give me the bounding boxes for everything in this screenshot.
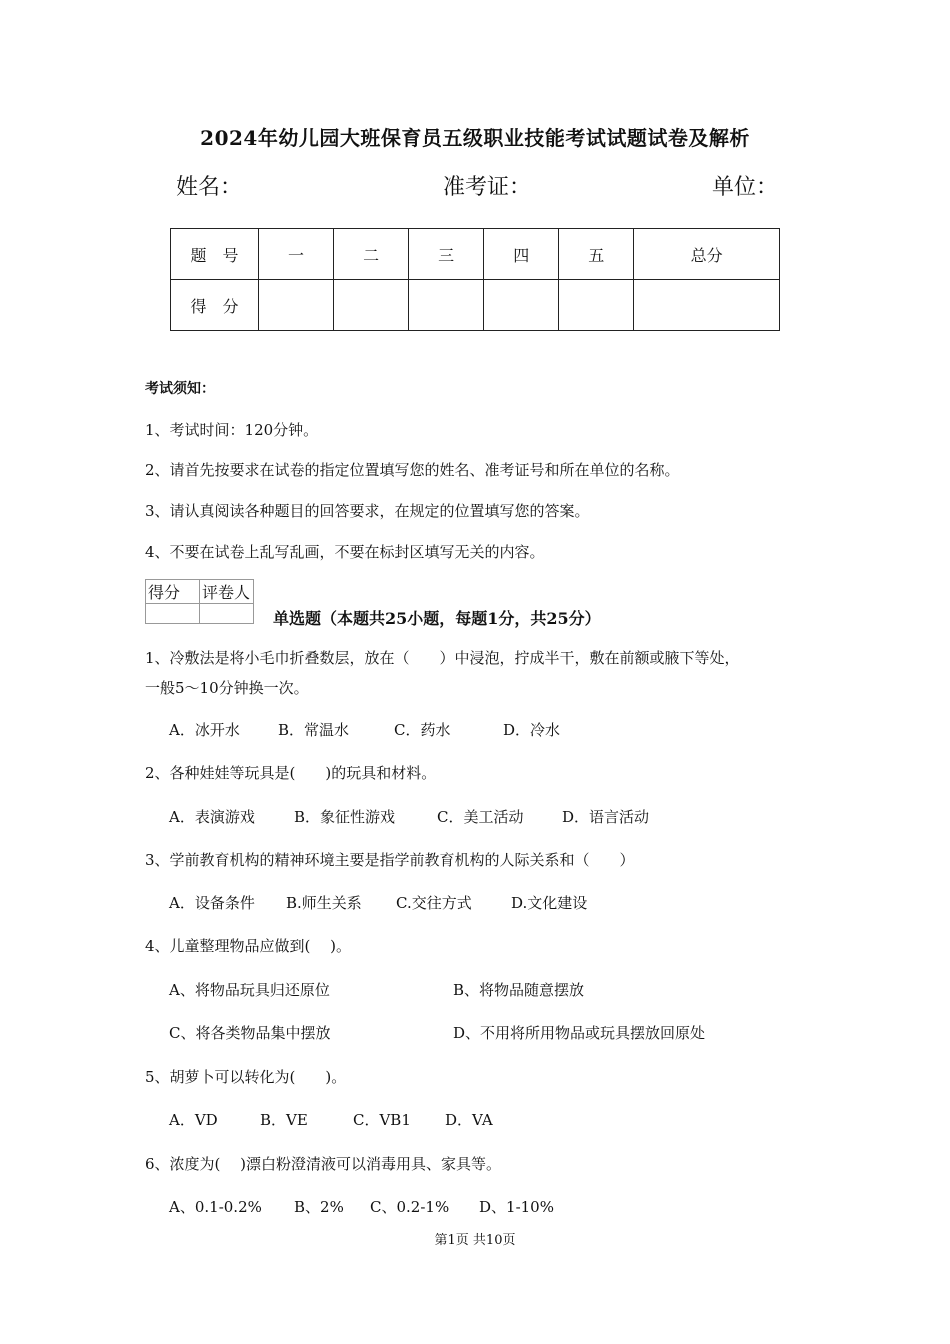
question-5-option-a[interactable]: A．VD bbox=[169, 1111, 218, 1129]
score-header-cell: 一 bbox=[259, 229, 334, 280]
question-2-option-c[interactable]: C．美工活动 bbox=[437, 808, 524, 826]
score-row-label: 得 分 bbox=[171, 280, 259, 331]
question-3-text: 3、学前教育机构的精神环境主要是指学前教育机构的人际关系和（ ） bbox=[145, 851, 635, 869]
grader-score-label: 得分 bbox=[146, 580, 200, 604]
section-heading: 单选题（本题共25小题，每题1分，共25分） bbox=[273, 609, 601, 628]
question-3-option-d[interactable]: D.文化建设 bbox=[511, 894, 588, 912]
question-4-option-a[interactable]: A、将物品玩具归还原位 bbox=[169, 981, 330, 999]
page-title: 2024年幼儿园大班保育员五级职业技能考试试题试卷及解析 bbox=[200, 126, 750, 150]
page-footer: 第1页 共10页 bbox=[434, 1233, 516, 1248]
question-3-option-b[interactable]: B.师生关系 bbox=[286, 894, 362, 912]
question-6-text: 6、浓度为( )漂白粉澄清液可以消毒用具、家具等。 bbox=[145, 1155, 502, 1173]
question-5-text: 5、胡萝卜可以转化为( )。 bbox=[145, 1068, 347, 1086]
question-1-option-d[interactable]: D．冷水 bbox=[503, 721, 561, 739]
question-2-text: 2、各种娃娃等玩具是( )的玩具和材料。 bbox=[145, 764, 437, 782]
score-table-score-row bbox=[171, 280, 780, 331]
score-cell[interactable] bbox=[409, 280, 484, 331]
notice-title: 考试须知： bbox=[145, 381, 215, 397]
score-header-cell: 总分 bbox=[634, 229, 780, 280]
grader-reviewer-cell[interactable] bbox=[200, 604, 254, 624]
question-5-option-c[interactable]: C．VB1 bbox=[353, 1111, 411, 1129]
question-1-option-c[interactable]: C．药水 bbox=[394, 721, 451, 739]
name-field-label: 姓名： bbox=[176, 175, 243, 200]
question-6-option-a[interactable]: A、0.1-0.2% bbox=[169, 1198, 262, 1216]
question-2-option-b[interactable]: B．象征性游戏 bbox=[294, 808, 396, 826]
score-header-cell: 四 bbox=[484, 229, 559, 280]
score-table bbox=[170, 228, 780, 331]
question-3-option-a[interactable]: A．设备条件 bbox=[169, 894, 255, 912]
score-table-header-row bbox=[171, 229, 780, 280]
grader-reviewer-label: 评卷人 bbox=[200, 580, 254, 604]
notice-item: 1、考试时间：120分钟。 bbox=[145, 421, 319, 439]
question-4-option-b[interactable]: B、将物品随意摆放 bbox=[453, 981, 585, 999]
question-2-option-a[interactable]: A．表演游戏 bbox=[169, 808, 255, 826]
score-cell[interactable] bbox=[484, 280, 559, 331]
score-header-cell: 三 bbox=[409, 229, 484, 280]
question-4-option-d[interactable]: D、不用将所用物品或玩具摆放回原处 bbox=[453, 1024, 706, 1042]
score-header-cell: 五 bbox=[559, 229, 634, 280]
question-1-option-a[interactable]: A．冰开水 bbox=[169, 721, 240, 739]
question-6-option-d[interactable]: D、1-10% bbox=[479, 1198, 554, 1216]
question-5-option-b[interactable]: B．VE bbox=[260, 1111, 308, 1129]
grader-box bbox=[145, 579, 254, 624]
question-6-option-c[interactable]: C、0.2-1% bbox=[370, 1198, 450, 1216]
question-4-text: 4、儿童整理物品应做到( )。 bbox=[145, 937, 352, 955]
notice-item: 3、请认真阅读各种题目的回答要求，在规定的位置填写您的答案。 bbox=[145, 502, 590, 520]
notice-item: 2、请首先按要求在试卷的指定位置填写您的姓名、准考证号和所在单位的名称。 bbox=[145, 461, 680, 479]
score-cell[interactable] bbox=[259, 280, 334, 331]
exam-id-field-label: 准考证： bbox=[443, 175, 532, 200]
question-3-option-c[interactable]: C.交往方式 bbox=[396, 894, 472, 912]
question-2-option-d[interactable]: D．语言活动 bbox=[562, 808, 650, 826]
question-6-option-b[interactable]: B、2% bbox=[294, 1198, 344, 1216]
question-1-text: 1、冷敷法是将小毛巾折叠数层，放在（ ）中浸泡，拧成半干，敷在前额或腋下等处， bbox=[145, 649, 740, 667]
score-cell[interactable] bbox=[334, 280, 409, 331]
question-1-text-cont: 一般5～10分钟换一次。 bbox=[145, 679, 309, 697]
score-cell[interactable] bbox=[559, 280, 634, 331]
score-cell[interactable] bbox=[634, 280, 780, 331]
score-header-cell: 题 号 bbox=[171, 229, 259, 280]
score-header-cell: 二 bbox=[334, 229, 409, 280]
notice-item: 4、不要在试卷上乱写乱画，不要在标封区填写无关的内容。 bbox=[145, 543, 545, 561]
question-4-option-c[interactable]: C、将各类物品集中摆放 bbox=[169, 1024, 331, 1042]
question-1-option-b[interactable]: B．常温水 bbox=[278, 721, 350, 739]
unit-field-label: 单位： bbox=[712, 175, 779, 200]
question-5-option-d[interactable]: D．VA bbox=[445, 1111, 493, 1129]
grader-score-cell[interactable] bbox=[146, 604, 200, 624]
